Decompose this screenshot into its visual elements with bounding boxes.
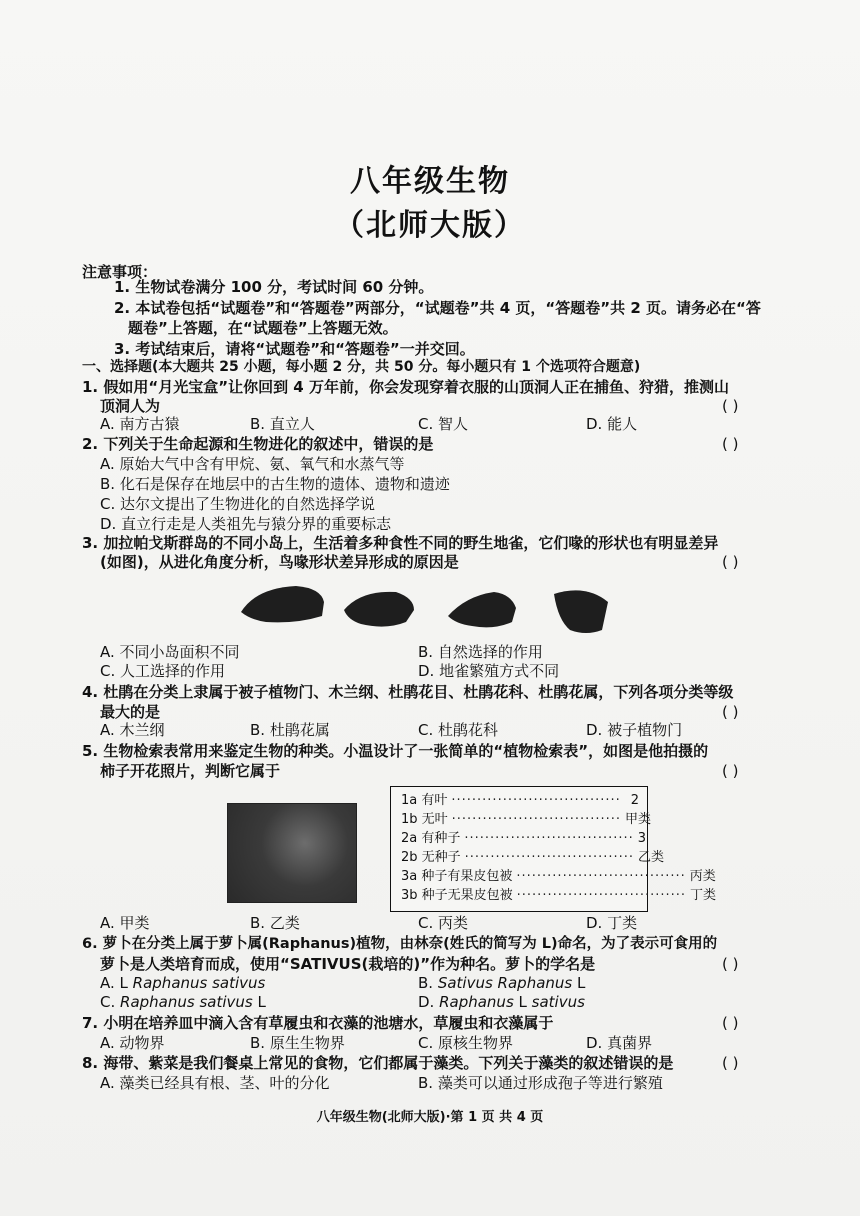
option-d: D. 直立行走是人类祖先与猿分界的重要标志 xyxy=(100,515,392,533)
beak-shape-3 xyxy=(448,592,516,627)
page-subtitle: （北师大版） xyxy=(334,208,526,243)
option-b: B. 原生生物界 xyxy=(250,1034,345,1052)
option-a-latin: Raphanus sativus xyxy=(132,974,266,992)
option-b: B. 杜鹃花属 xyxy=(250,721,330,739)
option-c xyxy=(100,992,266,1012)
option-a: A. 不同小岛面积不同 xyxy=(100,643,240,661)
question-7-stem: 7. 小明在培养皿中滴入含有草履虫和衣藻的池塘水，草履虫和衣藻属于 xyxy=(82,1014,554,1032)
key-leader: ································· xyxy=(464,831,634,846)
answer-blank: ( ) xyxy=(722,955,739,973)
question-5-stem: 5. 生物检索表常用来鉴定生物的种类。小温设计了一张简单的“植物检索表”，如图是他拍摄的 xyxy=(82,742,709,760)
key-row xyxy=(401,886,717,905)
option-d-prefix: D. xyxy=(418,993,440,1011)
plant-key-table xyxy=(390,786,717,912)
answer-blank: ( ) xyxy=(722,1054,739,1072)
option-d: D. 真菌界 xyxy=(586,1034,653,1052)
option-d: D. 丁类 xyxy=(586,914,638,932)
page-title: 八年级生物 xyxy=(350,164,510,199)
option-b-latin: Sativus Raphanus xyxy=(437,974,573,992)
question-4-stem: 4. 杜鹃在分类上隶属于被子植物门、木兰纲、杜鹃花目、杜鹃花科、杜鹃花属，下列各项分类等级 xyxy=(82,683,734,701)
answer-blank: ( ) xyxy=(722,553,739,571)
option-c: C. 杜鹃花科 xyxy=(418,721,499,739)
option-c: C. 达尔文提出了生物进化的自然选择学说 xyxy=(100,495,376,513)
question-1-stem-cont: 顶洞人为 xyxy=(100,397,161,415)
key-value: 丙类 xyxy=(689,869,716,884)
notice-item: 2. 本试卷包括“试题卷”和“答题卷”两部分，“试题卷”共 4 页，“答题卷”共 2 页。请务必在“答 xyxy=(114,299,761,317)
key-row xyxy=(401,829,647,848)
option-a: A. 木兰纲 xyxy=(100,721,165,739)
option-d-mid: L xyxy=(513,993,532,1011)
option-d xyxy=(418,992,585,1012)
option-c-suffix: L xyxy=(252,993,266,1011)
option-d-latin-2: sativus xyxy=(531,993,585,1011)
option-c: C. 丙类 xyxy=(418,914,469,932)
question-6-stem-cont: 萝卜是人类培育而成，使用“SATIVUS(栽培的)”作为种名。萝卜的学名是 xyxy=(100,955,596,973)
key-leader: ································· xyxy=(464,850,635,865)
beak-shape-1 xyxy=(241,586,324,622)
notice-heading: 注意事项： xyxy=(82,263,158,281)
option-d: D. 能人 xyxy=(586,415,638,433)
question-5-stem-cont: 柿子开花照片，判断它属于 xyxy=(100,762,281,780)
option-c: C. 智人 xyxy=(418,415,469,433)
key-label: 2b 无种子 xyxy=(401,850,461,865)
question-4-stem-cont: 最大的是 xyxy=(100,703,161,721)
option-b: B. 乙类 xyxy=(250,914,300,932)
question-1-stem: 1. 假如用“月光宝盒”让你回到 4 万年前，你会发现穿着衣服的山顶洞人正在捕鱼、狩猎，推测山 xyxy=(82,378,729,396)
option-b-suffix: L xyxy=(572,974,586,992)
page-footer: 八年级生物(北师大版)·第 1 页 共 4 页 xyxy=(316,1110,544,1125)
key-row xyxy=(401,791,639,810)
key-row xyxy=(401,848,665,867)
option-c: C. 原核生物界 xyxy=(418,1034,514,1052)
key-label: 3b 种子无果皮包被 xyxy=(401,888,513,903)
key-leader: ································· xyxy=(451,812,622,827)
key-leader: ································· xyxy=(516,888,687,903)
question-8-stem: 8. 海带、紫菜是我们餐桌上常见的食物，它们都属于藻类。下列关于藻类的叙述错误的是 xyxy=(82,1054,674,1072)
option-b: B. 化石是保存在地层中的古生物的遗体、遗物和遗迹 xyxy=(100,475,450,493)
option-b: B. 自然选择的作用 xyxy=(418,643,543,661)
option-a: A. 藻类已经具有根、茎、叶的分化 xyxy=(100,1074,330,1092)
option-c-latin: Raphanus sativus xyxy=(120,993,253,1011)
option-b: B. 直立人 xyxy=(250,415,315,433)
key-label: 1a 有叶 xyxy=(401,793,448,808)
option-d: D. 地雀繁殖方式不同 xyxy=(418,662,560,680)
finch-beaks-figure xyxy=(236,580,616,640)
option-a: A. 原始大气中含有甲烷、氨、氧气和水蒸气等 xyxy=(100,455,405,473)
notice-item: 1. 生物试卷满分 100 分，考试时间 60 分钟。 xyxy=(114,278,434,296)
option-b-prefix: B. xyxy=(418,974,438,992)
key-label: 2a 有种子 xyxy=(401,831,461,846)
key-leader: ································· xyxy=(451,793,621,808)
notice-item: 题卷”上答题，在“试题卷”上答题无效。 xyxy=(128,319,398,337)
key-row xyxy=(401,867,716,886)
question-3-stem-cont: (如图)，从进化角度分析，鸟喙形状差异形成的原因是 xyxy=(100,553,459,571)
section-heading: 一、选择题(本大题共 25 小题，每小题 2 分，共 50 分。每小题只有 1 个选项符合题意) xyxy=(82,359,641,375)
answer-blank: ( ) xyxy=(722,397,739,415)
notice-item: 3. 考试结束后，请将“试题卷”和“答题卷”一并交回。 xyxy=(114,340,475,358)
option-a-prefix: A. L xyxy=(100,974,133,992)
key-value: 3 xyxy=(637,831,647,846)
key-leader: ································· xyxy=(516,869,686,884)
key-value: 丁类 xyxy=(690,888,717,903)
beak-shape-2 xyxy=(344,592,414,627)
key-value: 2 xyxy=(630,793,639,808)
answer-blank: ( ) xyxy=(722,703,739,721)
option-b xyxy=(418,973,585,993)
option-a: A. 动物界 xyxy=(100,1034,165,1052)
question-3-stem: 3. 加拉帕戈斯群岛的不同小岛上，生活着多种食性不同的野生地雀，它们喙的形状也有明显差异 xyxy=(82,534,719,552)
persimmon-flower-photo xyxy=(227,803,357,903)
question-2-stem: 2. 下列关于生命起源和生物进化的叙述中，错误的是 xyxy=(82,435,434,453)
answer-blank: ( ) xyxy=(722,435,739,453)
key-label: 1b 无叶 xyxy=(401,812,448,827)
option-a: A. 甲类 xyxy=(100,914,150,932)
key-value: 乙类 xyxy=(638,850,665,865)
answer-blank: ( ) xyxy=(722,762,739,780)
option-a: A. 南方古猿 xyxy=(100,415,180,433)
option-c-prefix: C. xyxy=(100,993,121,1011)
option-a xyxy=(100,973,265,993)
option-b: B. 藻类可以通过形成孢子等进行繁殖 xyxy=(418,1074,663,1092)
option-d: D. 被子植物门 xyxy=(586,721,683,739)
answer-blank: ( ) xyxy=(722,1014,739,1032)
key-value: 甲类 xyxy=(625,812,652,827)
option-c: C. 人工选择的作用 xyxy=(100,662,226,680)
key-row xyxy=(401,810,652,829)
option-d-latin: Raphanus xyxy=(439,993,514,1011)
beak-shape-4 xyxy=(554,590,608,633)
question-6-stem: 6. 萝卜在分类上属于萝卜属(Raphanus)植物，由林奈(姓氏的简写为 L)命名，为了表示可食用的 xyxy=(82,936,718,952)
key-label: 3a 种子有果皮包被 xyxy=(401,869,513,884)
